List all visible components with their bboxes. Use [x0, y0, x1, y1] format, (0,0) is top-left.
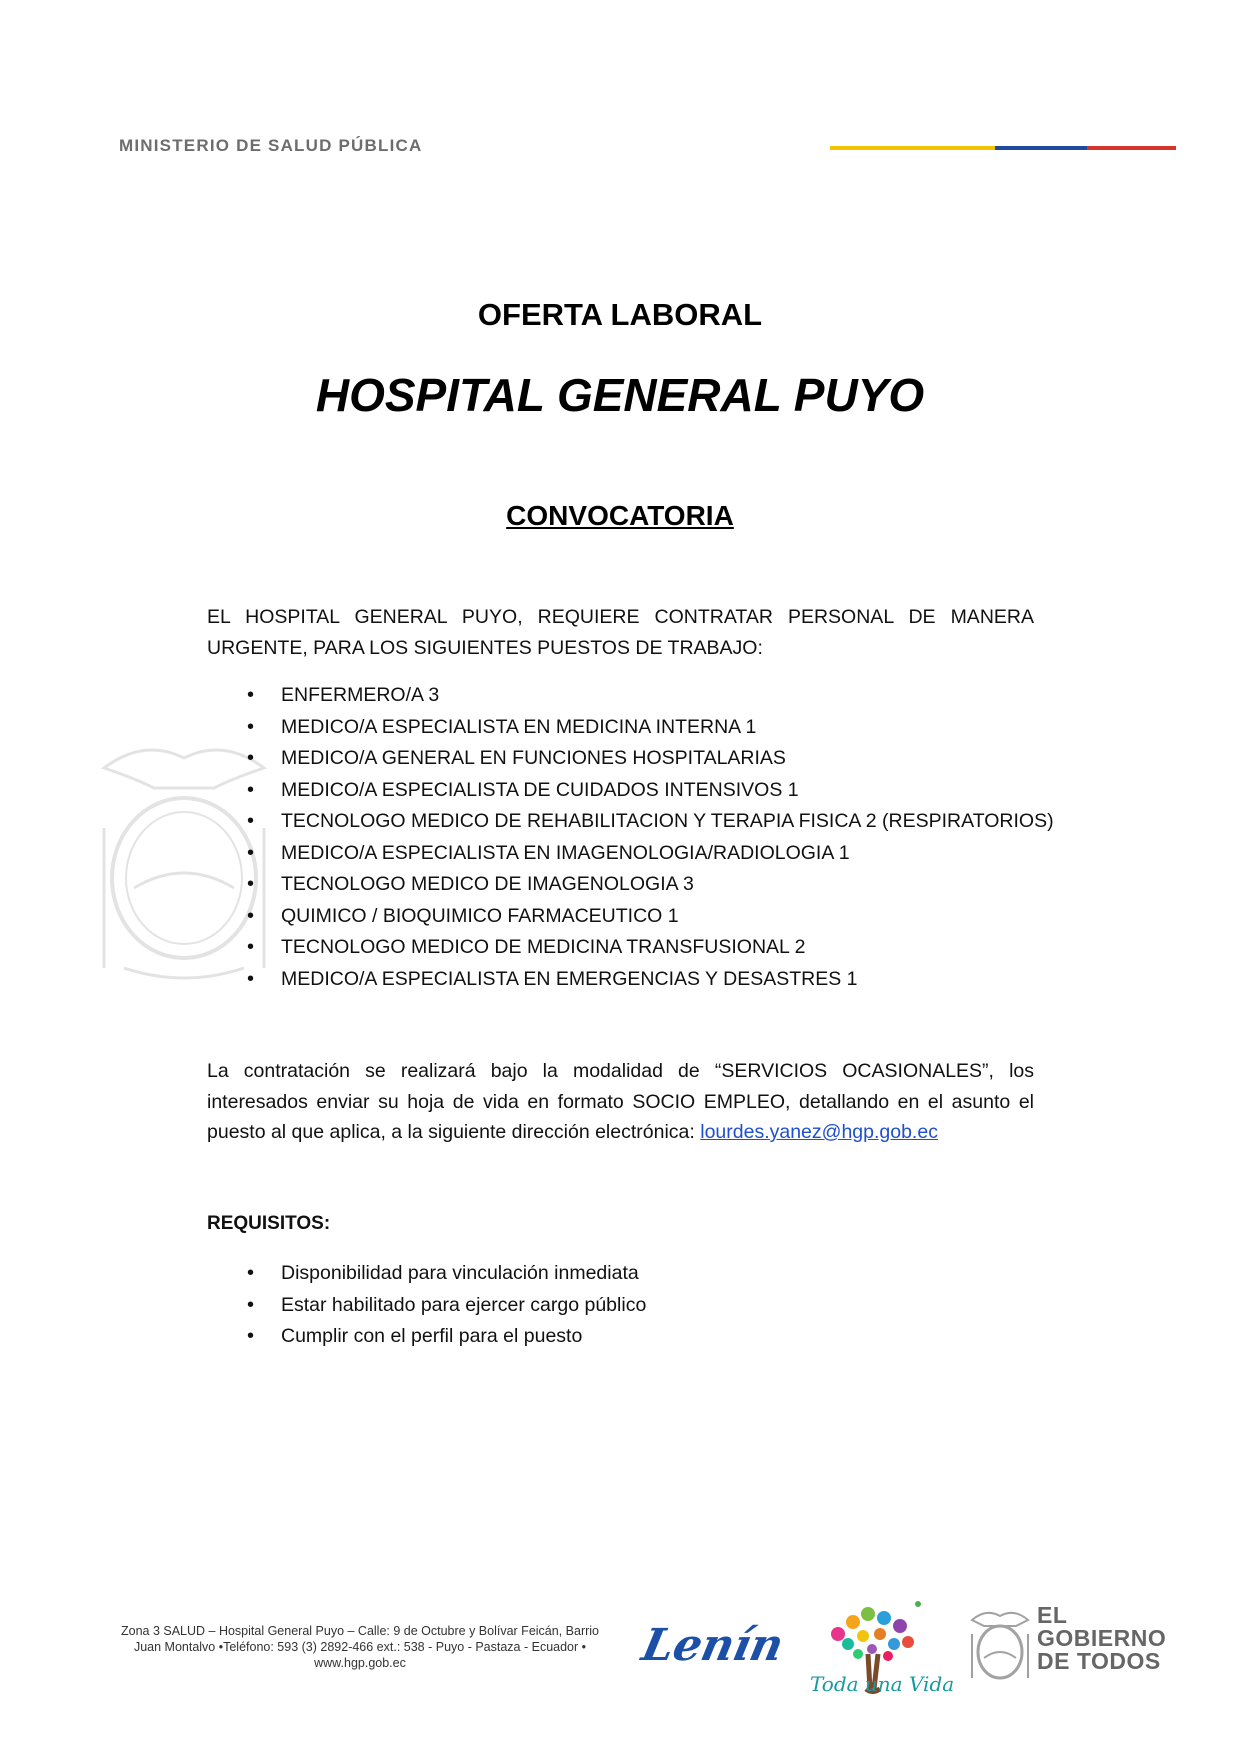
flag-yellow-segment — [830, 146, 995, 150]
job-item: • MEDICO/A ESPECIALISTA DE CUIDADOS INTENSIVOS 1 — [247, 775, 1054, 807]
gov-line-2: GOBIERNO — [1037, 1625, 1167, 1651]
contract-paragraph — [207, 1056, 1034, 1148]
gobierno-de-todos-logo — [1037, 1604, 1166, 1673]
email-link[interactable]: lourdes.yanez@hgp.gob.ec — [700, 1121, 938, 1143]
job-item: • TECNOLOGO MEDICO DE MEDICINA TRANSFUSIONAL 2 — [247, 932, 1054, 964]
gov-line-1: EL — [1037, 1602, 1068, 1628]
job-item: • TECNOLOGO MEDICO DE IMAGENOLOGIA 3 — [247, 869, 1054, 901]
ministry-header: MINISTERIO DE SALUD PÚBLICA — [119, 136, 423, 155]
requirement-item: • Cumplir con el perfil para el puesto — [247, 1321, 646, 1353]
ecuador-shield-icon — [966, 1606, 1034, 1684]
title-convocatoria: CONVOCATORIA — [506, 500, 734, 531]
job-item: • TECNOLOGO MEDICO DE REHABILITACION Y TERAPIA FISICA 2 (RESPIRATORIOS) — [247, 806, 1054, 838]
job-item: • MEDICO/A GENERAL EN FUNCIONES HOSPITALARIAS — [247, 743, 1054, 775]
job-item: • MEDICO/A ESPECIALISTA EN MEDICINA INTERNA 1 — [247, 712, 1054, 744]
flag-red-segment — [1087, 146, 1176, 150]
jobs-list — [247, 680, 1054, 995]
requirement-item: • Disponibilidad para vinculación inmediata — [247, 1258, 646, 1290]
requirements-title: REQUISITOS: — [207, 1213, 331, 1234]
footer-address: Zona 3 SALUD – Hospital General Puyo – Calle: 9 de Octubre y Bolívar Feicán, Barrio Juan Montalvo •Teléfono: 593 (3) 2892-466 ext.: 538 - Puyo - Pastaza - Ecuador • www.hgp.gob.ec — [120, 1624, 599, 1670]
requirement-item: • Estar habilitado para ejercer cargo público — [247, 1290, 646, 1322]
contract-text: La contratación se realizará bajo la modalidad de “SERVICIOS OCASIONALES”, los interesados enviar su hoja de vida en formato SOCIO EMPLEO, detallando en el asunto el puesto al que aplica, a la siguiente dirección electrónica: — [207, 1060, 1034, 1143]
job-item: • MEDICO/A ESPECIALISTA EN EMERGENCIAS Y DESASTRES 1 — [247, 964, 1054, 996]
job-item: • MEDICO/A ESPECIALISTA EN IMAGENOLOGIA/RADIOLOGIA 1 — [247, 838, 1054, 870]
intro-paragraph: EL HOSPITAL GENERAL PUYO, REQUIERE CONTRATAR PERSONAL DE MANERA URGENTE, PARA LOS SIGUIENTES PUESTOS DE TRABAJO: — [207, 606, 1034, 659]
title-oferta: OFERTA LABORAL — [477, 297, 763, 332]
toda-una-vida-text: Toda una Vida — [810, 1672, 955, 1696]
flag-blue-segment — [995, 146, 1087, 150]
job-item: • QUIMICO / BIOQUIMICO FARMACEUTICO 1 — [247, 901, 1054, 933]
gov-line-3: DE TODOS — [1037, 1648, 1161, 1674]
job-item: • ENFERMERO/A 3 — [247, 680, 1054, 712]
requirements-list — [247, 1258, 646, 1353]
lenin-logo: Lenín — [637, 1620, 789, 1671]
flag-color-bar — [830, 146, 1176, 150]
title-hospital: HOSPITAL GENERAL PUYO — [315, 369, 925, 421]
